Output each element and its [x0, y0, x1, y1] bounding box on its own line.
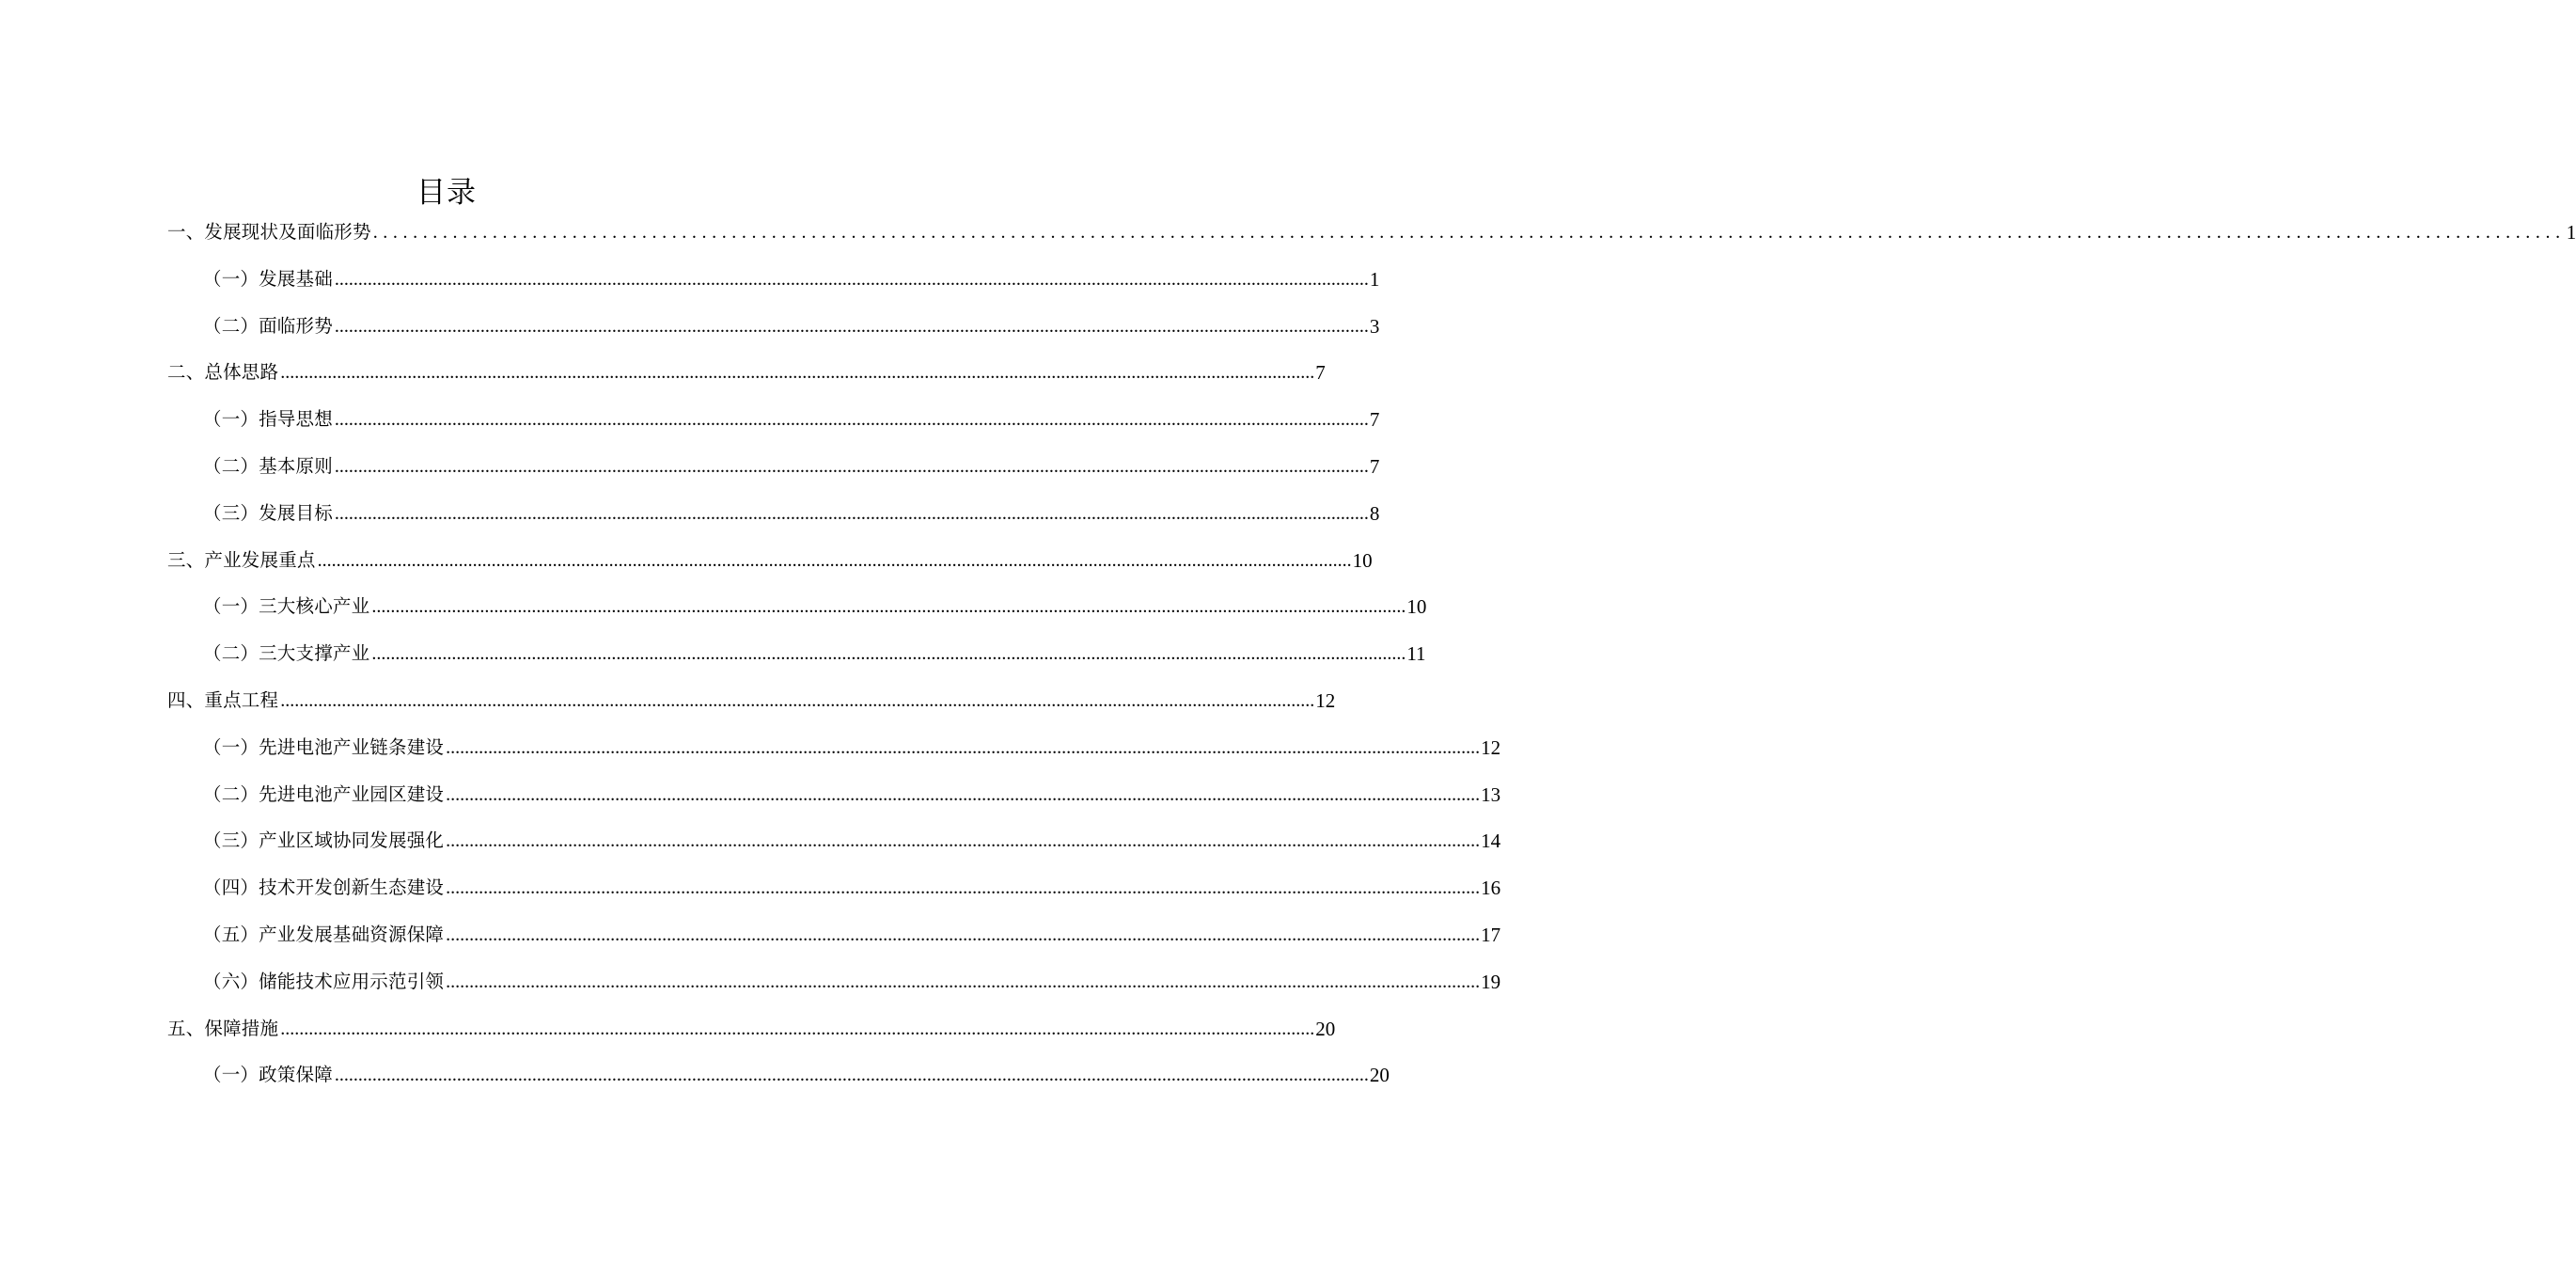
toc-page-number: 1: [1369, 267, 1380, 291]
toc-page-number: 7: [1369, 454, 1380, 478]
toc-subsection-entry[interactable]: [167, 454, 1380, 501]
toc-subsection-entry[interactable]: [167, 829, 1501, 876]
dot-leader: ............................................................................................................................................................................................................................: [334, 409, 1369, 431]
toc-page-number: 11: [1406, 642, 1426, 666]
toc-page-number: 8: [1369, 501, 1380, 525]
toc-subsection-entry[interactable]: [167, 735, 1501, 782]
dot-leader: ............................................................................................................................................................................................................................: [371, 596, 1406, 618]
toc-entry-text: （一）指导思想: [203, 408, 333, 431]
dot-leader: ............................................................................................................................................................................................................................: [280, 362, 1315, 384]
toc-entry-text: （二）面临形势: [203, 314, 333, 337]
toc-entry-text: （二）三大支撑产业: [203, 642, 370, 665]
dot-leader: ............................................................................................................................................................................................................................: [334, 315, 1369, 337]
toc-page-number: 7: [1315, 361, 1326, 385]
toc-page-number: 14: [1481, 830, 1501, 853]
toc-page-number: 1: [2566, 221, 2576, 244]
toc-section-entry[interactable]: [167, 1017, 1336, 1064]
toc-subsection-entry[interactable]: [167, 314, 1380, 361]
toc-subsection-entry[interactable]: [167, 501, 1380, 548]
toc-page-number: 17: [1481, 923, 1501, 946]
toc-page-number: 19: [1481, 970, 1501, 993]
dot-leader: ............................................................................................................................................................................................................................: [446, 924, 1481, 945]
dot-leader: ............................................................................................................................................................................................................................: [446, 783, 1481, 805]
toc-entry-text: 二、总体思路: [167, 361, 279, 384]
toc-entry-text: （四）技术开发创新生态建设: [203, 877, 445, 899]
toc-subsection-entry[interactable]: [167, 1063, 1390, 1110]
dot-leader: ............................................................................................................................................................................................................................: [372, 222, 2566, 243]
toc-page-number: 10: [1352, 548, 1373, 572]
dot-leader: ............................................................................................................................................................................................................................: [334, 268, 1369, 290]
dot-leader: ............................................................................................................................................................................................................................: [371, 643, 1406, 665]
toc-section-entry[interactable]: [167, 220, 2576, 267]
dot-leader: ............................................................................................................................................................................................................................: [446, 877, 1481, 899]
toc-subsection-entry[interactable]: [167, 782, 1501, 830]
toc-entry-text: 一、发展现状及面临形势: [167, 221, 371, 243]
toc-section-entry[interactable]: [167, 548, 1373, 595]
toc-entry-text: （一）政策保障: [203, 1064, 333, 1086]
toc-entry-text: （一）三大核心产业: [203, 595, 370, 618]
toc-section-entry[interactable]: [167, 360, 1326, 407]
toc-page-number: 20: [1315, 1017, 1336, 1040]
toc-subsection-entry[interactable]: [167, 876, 1501, 923]
toc-subsection-entry[interactable]: [167, 641, 1426, 688]
toc-page-number: 12: [1315, 688, 1336, 712]
toc-subsection-entry[interactable]: [167, 923, 1501, 970]
dot-leader: ............................................................................................................................................................................................................................: [446, 830, 1481, 852]
toc-page-number: 16: [1481, 877, 1501, 900]
toc-page-number: 7: [1369, 408, 1380, 432]
dot-leader: ............................................................................................................................................................................................................................: [280, 1018, 1315, 1039]
toc-subsection-entry[interactable]: [167, 970, 1501, 1017]
toc-entry-text: （二）基本原则: [203, 454, 333, 477]
toc-page-number: 12: [1481, 735, 1501, 759]
toc-page-number: 3: [1369, 314, 1380, 338]
toc-entry-text: （一）发展基础: [203, 267, 333, 290]
toc-page-number: 10: [1406, 595, 1427, 619]
dot-leader: ............................................................................................................................................................................................................................: [446, 736, 1481, 758]
toc-entry-text: （六）储能技术应用示范引领: [203, 970, 445, 992]
toc-entry-text: （二）先进电池产业园区建设: [203, 782, 445, 805]
dot-leader: ............................................................................................................................................................................................................................: [280, 689, 1315, 711]
dot-leader: ............................................................................................................................................................................................................................: [317, 549, 1352, 571]
toc-title: 目录: [416, 176, 477, 210]
toc-entry-text: （三）发展目标: [203, 501, 333, 524]
toc-entry-text: 四、重点工程: [167, 688, 279, 711]
toc-section-entry[interactable]: [167, 688, 1336, 735]
dot-leader: ............................................................................................................................................................................................................................: [446, 971, 1481, 992]
dot-leader: ............................................................................................................................................................................................................................: [334, 455, 1369, 477]
toc-entry-text: （三）产业区域协同发展强化: [203, 830, 445, 852]
toc-subsection-entry[interactable]: [167, 267, 1380, 314]
toc-subsection-entry[interactable]: [167, 407, 1380, 454]
toc-subsection-entry[interactable]: [167, 594, 1427, 641]
toc-page-number: 13: [1481, 782, 1501, 806]
dot-leader: ............................................................................................................................................................................................................................: [334, 1065, 1369, 1086]
toc-entry-text: 三、产业发展重点: [167, 548, 316, 571]
toc-entry-text: （一）先进电池产业链条建设: [203, 735, 445, 758]
toc-page-number: 20: [1369, 1064, 1390, 1087]
toc-list: [167, 220, 2576, 1110]
dot-leader: ............................................................................................................................................................................................................................: [334, 502, 1369, 524]
toc-entry-text: 五、保障措施: [167, 1017, 279, 1039]
toc-entry-text: （五）产业发展基础资源保障: [203, 923, 445, 945]
